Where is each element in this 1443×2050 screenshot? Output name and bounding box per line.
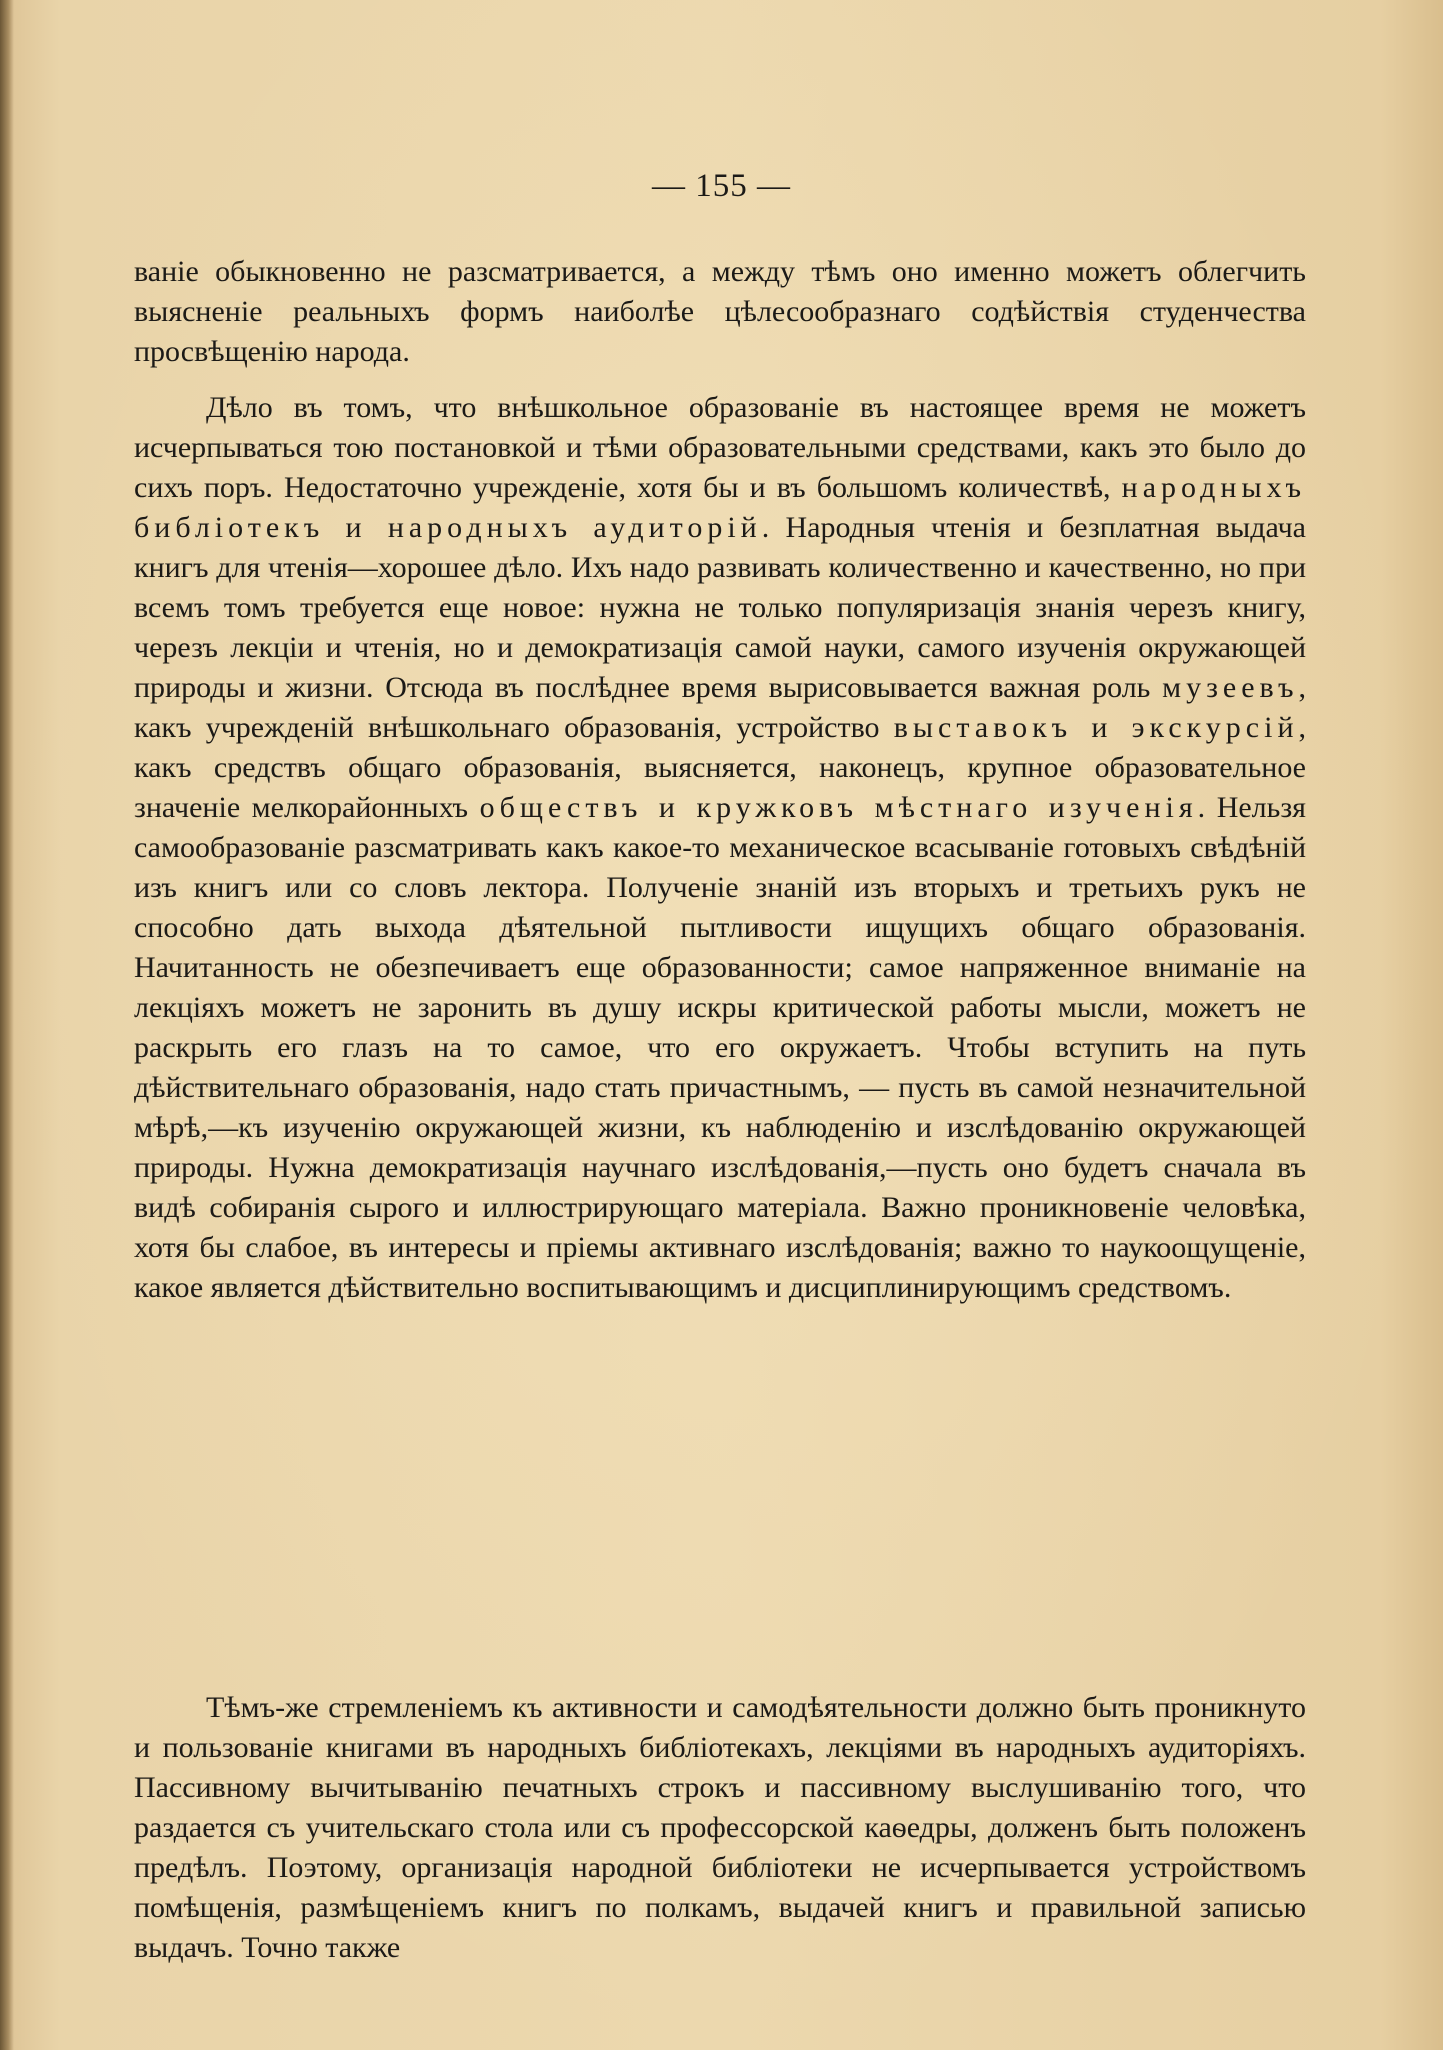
page-number: — 155 — [652, 168, 791, 204]
text-segment: . Народныя чтенія и безплатная выдача книгъ для чтенія—хорошее дѣло. Ихъ надо развивать количественно и качественно, но при всемъ томъ требуется еще новое: нужна не только популяризація знанія черезъ книгу, черезъ лекціи и чтенія, но и демократизація самой науки, самого изученія окружающей природы и жизни. Отсюда въ послѣднее время вырисовывается важная роль [134, 511, 1306, 704]
page-binding-edge [0, 0, 14, 2050]
paragraph [134, 388, 1306, 1308]
text-segment: Тѣмъ-же стремленіемъ къ активности и самодѣятельности должно быть проникнуто и пользованіе книгами въ народныхъ библіотекахъ, лекціями въ народныхъ аудиторіяхъ. Пассивному вычитыванію печатныхъ строкъ и пассивному выслушиванію того, что раздается съ учительскаго стола или съ профессорской каѳедры, долженъ быть положенъ предѣлъ. Поэтому, организація народной библіотеки не исчерпывается устройствомъ помѣщенія, размѣщеніемъ книгъ по полкамъ, выдачей книгъ и правильной записью выдачъ. Точно также [134, 1691, 1306, 1964]
spaced-emphasis: обществъ и кружковъ мѣстнаго изученія [479, 791, 1198, 824]
text-segment: , какъ средствъ общаго образованія, выясняется, наконецъ, крупное образовательное значеніе мелкорайонныхъ [134, 711, 1306, 824]
text-segment: . Нельзя самообразованіе разсматривать какъ какое-то механическое всасываніе готовыхъ свѣдѣній изъ книгъ или со словъ лектора. Полученіе знаній изъ вторыхъ и третьихъ рукъ не способно дать выхода дѣятельной пытливости ищущихъ общаго образованія. Начитанность не обезпечиваетъ еще образованности; самое напряженное вниманіе на лекціяхъ можетъ не заронить въ душу искры критической работы мысли, можетъ не раскрыть его глазъ на то самое, что его окружаетъ. Чтобы вступить на путь дѣйствительнаго образованія, надо стать причастнымъ, — пусть въ самой незначительной мѣрѣ,—къ изученію окружающей жизни, къ наблюденію и изслѣдованію окружающей природы. Нужна демократизація научнаго изслѣдованія,—пусть оно будетъ сначала въ видѣ собиранія сырого и иллюстрирующаго матеріала. Важно проникновеніе человѣка, хотя бы слабое, въ интересы и пріемы активнаго изслѣдованія; важно то наукоощущеніе, какое является дѣйствительно воспитывающимъ и дисциплинирующимъ средствомъ. [134, 791, 1306, 1304]
paragraph-text [134, 1688, 1306, 1968]
spaced-emphasis: музеевъ [1162, 671, 1299, 704]
paragraph-continuation [134, 252, 1306, 372]
text-segment: ваніе обыкновенно не разсматривается, а между тѣмъ оно именно можетъ облегчить выясненіе реальныхъ формъ наиболѣе цѣлесообразнаго содѣйствія студенчества просвѣщенію народа. [134, 255, 1306, 368]
paragraph-text [134, 252, 1306, 372]
spaced-emphasis: выставокъ и экскурсій [893, 711, 1299, 744]
spaced-emphasis: народныхъ библіотекъ и народныхъ аудиторій [134, 471, 1306, 544]
paragraph [134, 1688, 1306, 1968]
text-segment: Дѣло въ томъ, что внѣшкольное образованіе въ настоящее время не можетъ исчерпываться тою постановкой и тѣми образовательными средствами, какъ это было до сихъ поръ. Недостаточно учрежденіе, хотя бы и въ большомъ количествѣ, [134, 391, 1306, 504]
text-segment: , какъ учрежденій внѣшкольнаго образованія, устройство [134, 671, 1306, 744]
paragraph-text [134, 388, 1306, 1308]
